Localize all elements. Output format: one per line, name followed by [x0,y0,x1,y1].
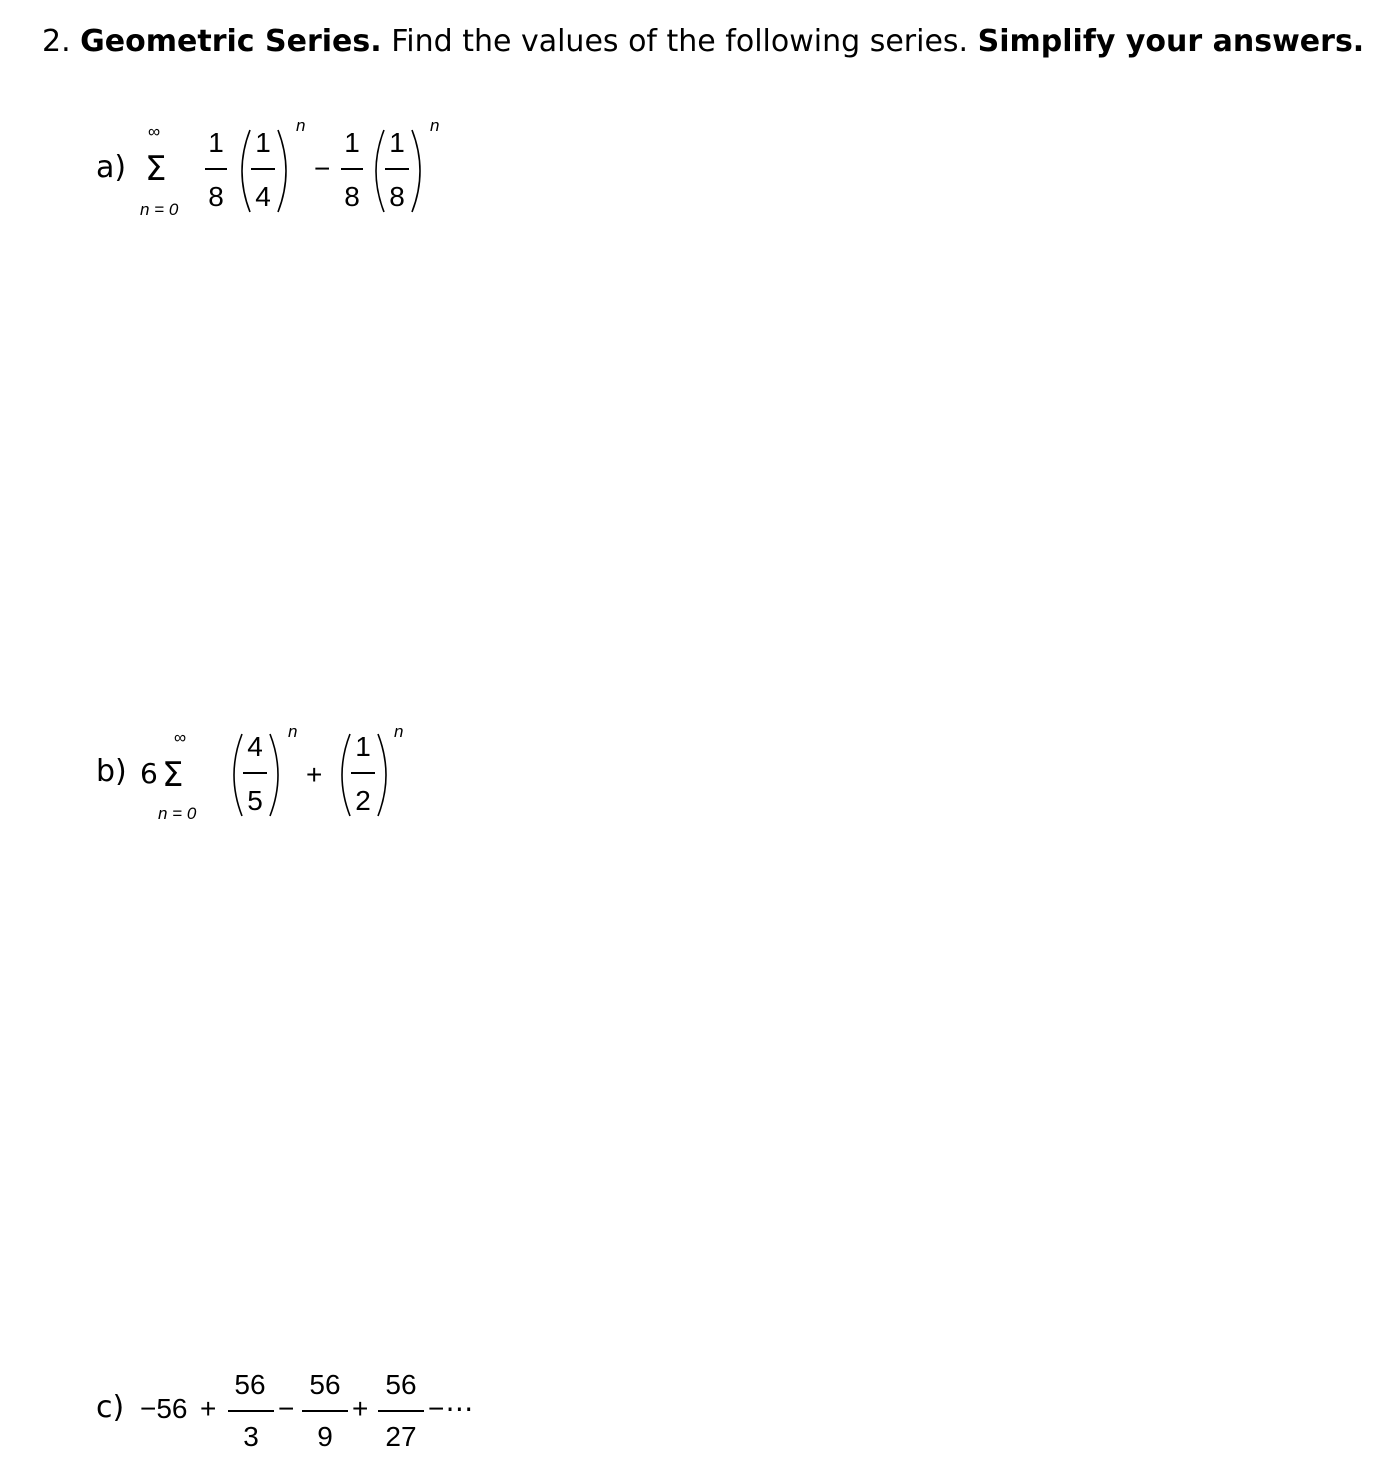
part-a-t1-left-paren [232,128,252,214]
part-c-tail: −⋯ [428,1393,475,1424]
part-b-coefficient: 6 [140,757,158,790]
part-a-label: a) [96,150,127,185]
part-b-t2-right-paren [376,732,396,818]
part-b-t2-bar [351,772,375,774]
part-b-sigma: Σ [162,755,184,795]
part-a-t1-coef-num: 1 [208,127,224,158]
part-a-operator: − [314,153,331,184]
part-a-t2-exp: n [430,116,440,135]
question-header [42,22,1364,62]
part-a-t2-left-paren [366,128,386,214]
part-c-f2-num: 56 [309,1369,341,1400]
part-b-sigma-upper: ∞ [174,728,187,747]
part-a-t2-base-den: 8 [389,181,405,212]
part-a-t1-base-den: 4 [255,181,271,212]
part-a-t1-exp: n [296,116,306,135]
question-number: 2. [42,24,71,59]
part-a-sigma-lower: n = 0 [140,200,179,219]
part-b-t2-num: 1 [355,731,371,762]
question-emphasis: Simplify your answers. [977,24,1365,59]
part-c-label: c) [96,1390,125,1425]
part-c-f2-bar [302,1410,348,1412]
part-c-f2-den: 9 [317,1421,333,1452]
part-b-t2-left-paren [332,732,352,818]
part-b-t1-bar [243,772,267,774]
part-a-t2-base-bar [385,168,409,170]
part-b-t1-num: 4 [247,731,263,762]
part-a-t2-coef-num: 1 [344,127,360,158]
part-b-t1-den: 5 [247,785,263,816]
part-c-op3: + [352,1393,369,1424]
part-a-t2-coef-den: 8 [344,181,360,212]
part-b-t2-den: 2 [355,785,371,816]
part-a-t1-base-num: 1 [255,127,271,158]
part-b-operator: + [306,759,323,790]
part-a-t1-right-paren [276,128,296,214]
part-b-label: b) [96,754,127,789]
part-b-sigma-lower: n = 0 [158,804,197,823]
part-c-f3-den: 27 [385,1421,417,1452]
part-a-t1-coef-bar [205,168,227,170]
part-a-sigma-upper: ∞ [148,122,161,141]
part-b-t1-left-paren [224,732,244,818]
part-c-f1-bar [228,1410,274,1412]
part-b-t1-exp: n [288,722,298,741]
part-b-t2-exp: n [394,722,404,741]
part-c-op1: + [200,1393,217,1424]
part-c-f1-den: 3 [243,1421,259,1452]
part-c-first-term: −56 [140,1393,188,1424]
part-a-t1-coef-den: 8 [208,181,224,212]
part-a-sigma: Σ [145,149,167,189]
part-a-t2-right-paren [410,128,430,214]
part-c-f3-bar [378,1410,424,1412]
question-title: Geometric Series. [80,24,382,59]
part-a-t2-base-num: 1 [389,127,405,158]
part-c-f1-num: 56 [234,1369,266,1400]
part-a-t1-base-bar [251,168,275,170]
part-a-t2-coef-bar [341,168,363,170]
part-b-t1-right-paren [268,732,288,818]
part-c-op2: − [278,1393,295,1424]
question-instruction: Find the values of the following series. [391,24,969,59]
part-c-f3-num: 56 [385,1369,417,1400]
